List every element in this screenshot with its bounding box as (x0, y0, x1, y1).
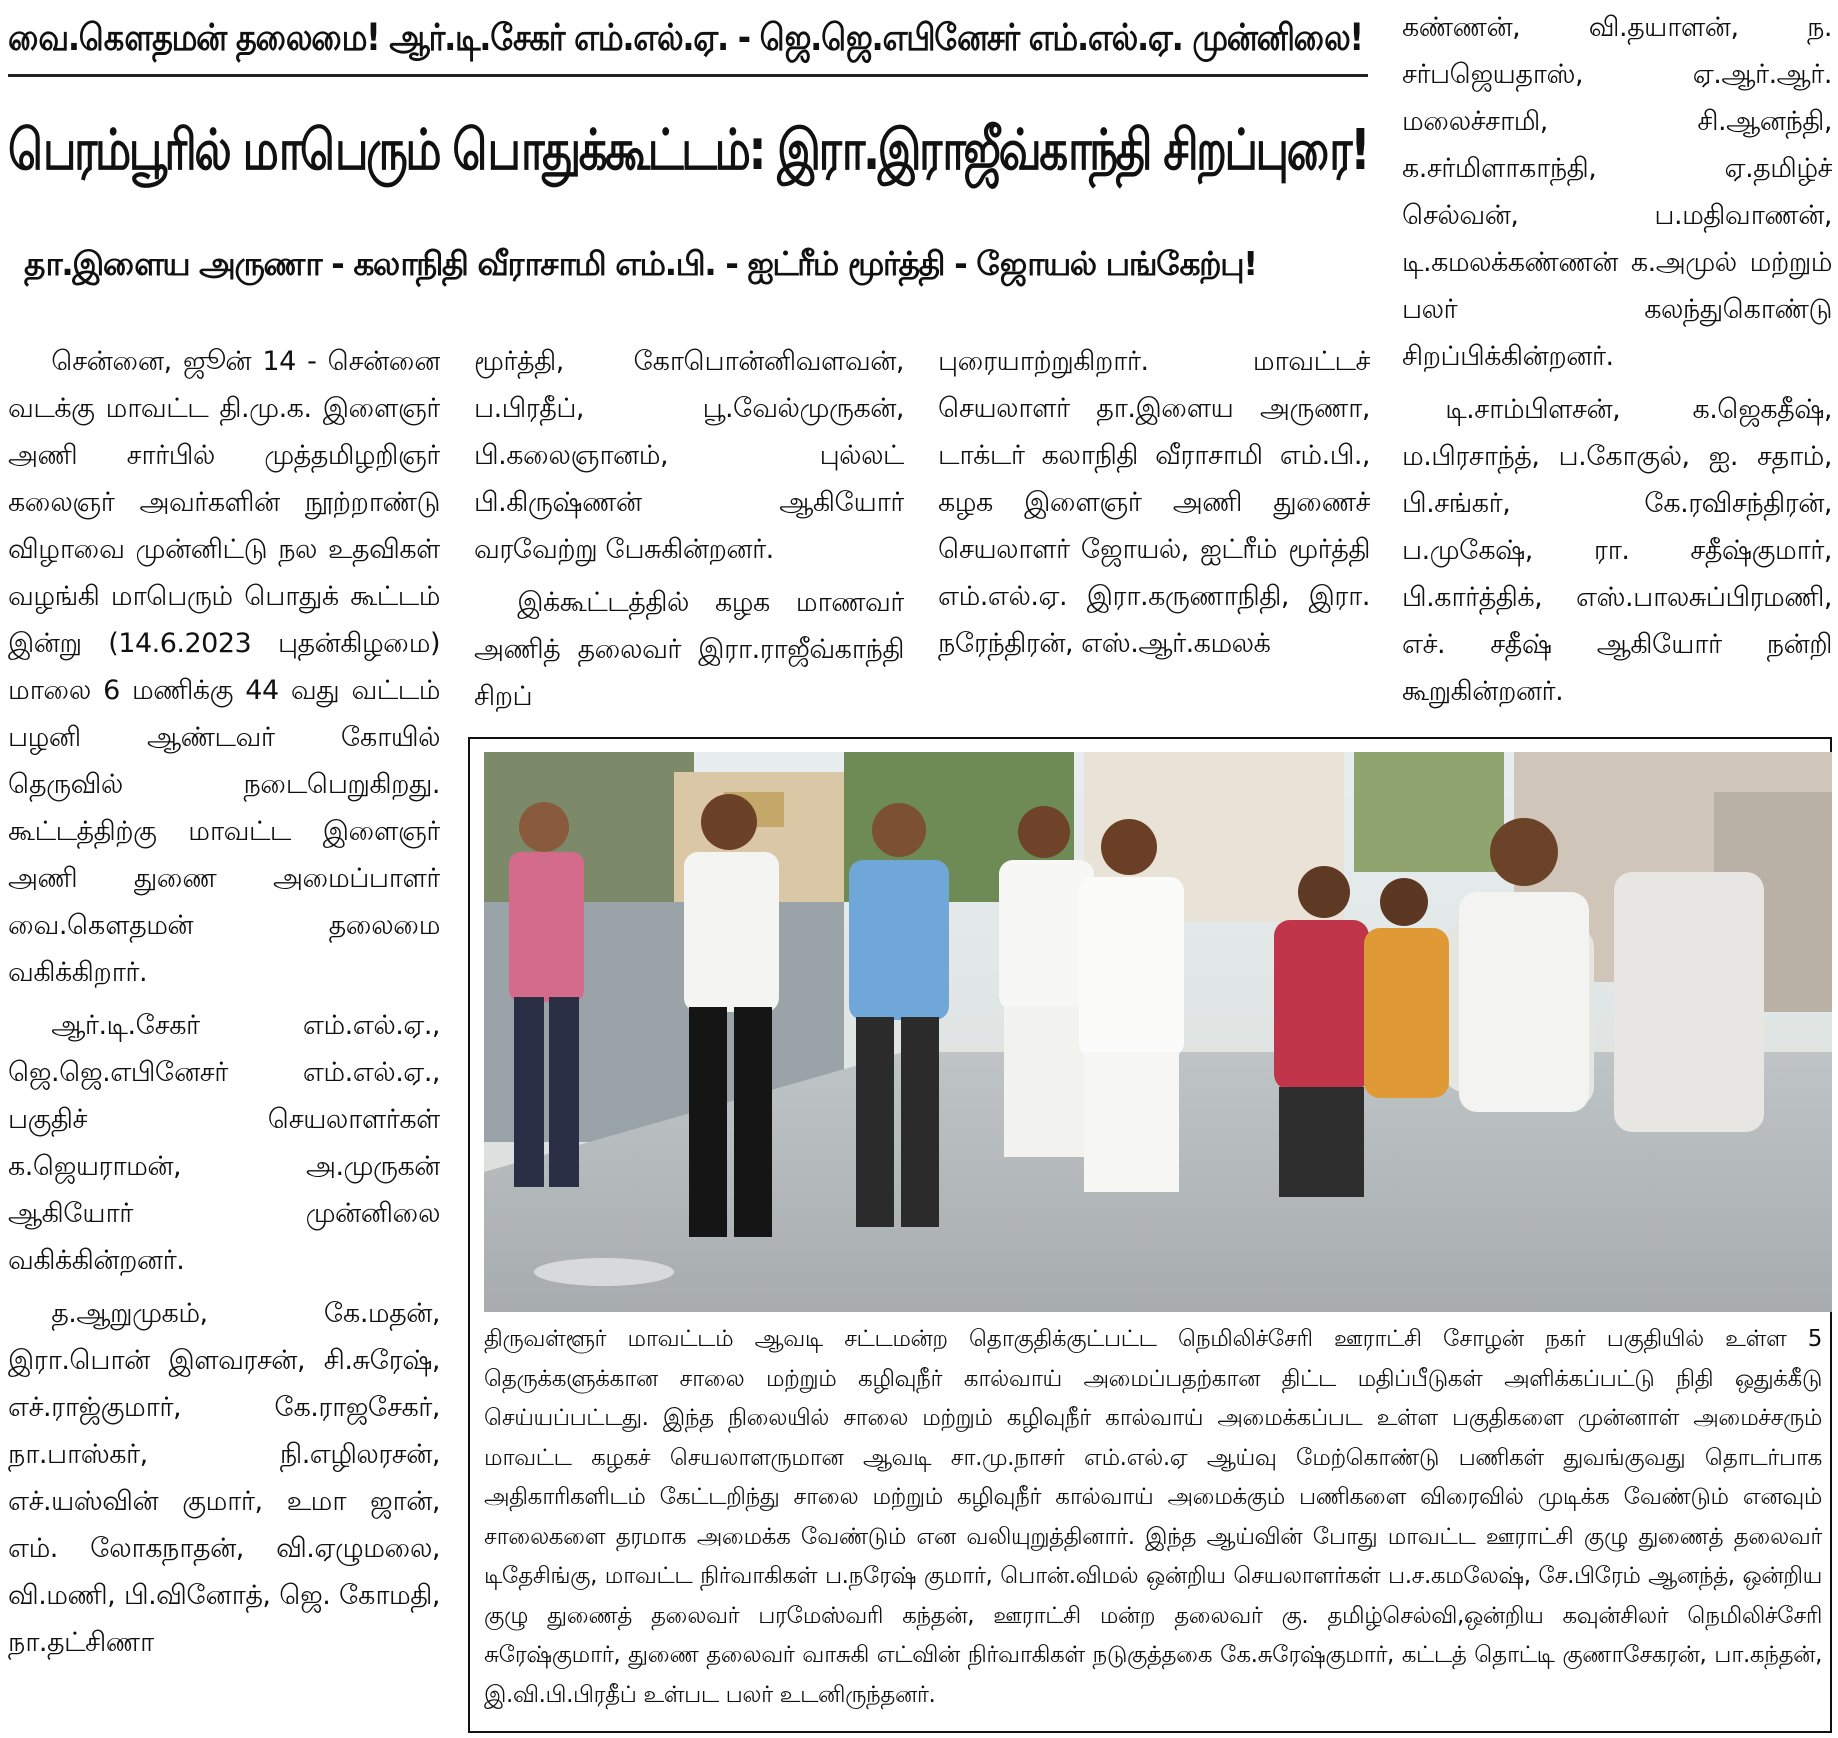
article-paragraph: மூர்த்தி, கோபொன்னிவளவன், ப.பிரதீப், பூ.வேல்முருகன், பி.கலைஞானம், புல்லட் பி.கிருஷ்ணன் ஆகியோர் வரவேற்று பேசுகின்றனர். (474, 346, 904, 565)
kicker-divider (8, 74, 1368, 77)
article-paragraph: புரையாற்றுகிறார். மாவட்டச் செயலாளர் தா.இளைய அருணா, டாக்டர் கலாநிதி வீராசாமி எம்.பி., கழக இளைஞர் அணி துணைச் செயலாளர் ஜோயல், ஐட்ரீம் மூர்த்தி எம்.எல்.ஏ. இரா.கருணாநிதி, இரா. நரேந்திரன், எஸ்.ஆர்.கமலக் (938, 346, 1370, 659)
article-column-2 (474, 338, 904, 728)
article-column-1 (8, 338, 440, 1733)
article-paragraph: சென்னை, ஜூன் 14 - சென்னை வடக்கு மாவட்ட தி.மு.க. இளைஞர் அணி சார்பில் முத்தமிழறிஞர் கலைஞர் அவர்களின் நூற்றாண்டு விழாவை முன்னிட்டு நல உதவிகள் வழங்கி மாபெரும் பொதுக் கூட்டம் இன்று (14.6.2023 புதன்கிழமை) மாலை 6 மணிக்கு 44 வது வட்டம் பழனி ஆண்டவர் கோயில் தெருவில் நடைபெறுகிறது. கூட்டத்திற்கு மாவட்ட இளைஞர் அணி துணை அமைப்பாளர் வை.கௌதமன் தலைமை வகிக்கிறார். (8, 346, 440, 988)
headline: பெரம்பூரில் மாபெரும் பொதுக்கூட்டம்: இரா.இராஜீவ்காந்தி சிறப்புரை! (8, 118, 1369, 183)
article-paragraph: இக்கூட்டத்தில் கழக மாணவர் அணித் தலைவர் இரா.ராஜீவ்காந்தி சிறப் (474, 587, 904, 712)
photo-caption: திருவள்ளூர் மாவட்டம் ஆவடி சட்டமன்ற தொகுதிக்குட்பட்ட நெமிலிச்சேரி ஊராட்சி சோழன் நகர் பகுதியில் உள்ள 5 தெருக்களுக்கான சாலை மற்றும் கழிவுநீர் கால்வாய் அமைப்பதற்கான திட்ட மதிப்பீடுகள் அளிக்கப்பட்டு நிதி ஒதுக்கீடு செய்யப்பட்டது. இந்த நிலையில் சாலை மற்றும் கழிவுநீர் கால்வாய் அமைக்கப்பட உள்ள பகுதிகளை முன்னாள் அமைச்சரும் மாவட்ட கழகச் செயலாளருமான ஆவடி சா.மு.நாசர் எம்.எல்.ஏ ஆய்வு மேற்கொண்டு பணிகள் துவங்குவது தொடர்பாக அதிகாரிகளிடம் கேட்டறிந்து சாலை மற்றும் கழிவுநீர் கால்வாய் அமைக்கும் பணிகளை விரைவில் முடிக்க வேண்டும் எனவும் சாலைகளை தரமாக அமைக்க வேண்டும் என வலியுறுத்தினார். இந்த ஆய்வின் போது மாவட்ட ஊராட்சி குழு துணைத் தலைவர் டிதேசிங்கு, மாவட்ட நிர்வாகிகள் ப.நரேஷ் குமார், பொன்.விமல் ஒன்றிய செயலாளர்கள் ப.ச.கமலேஷ், சே.பிரேம் ஆனந்த், ஒன்றிய குழு துணைத் தலைவர் பரமேஸ்வரி கந்தன், ஊராட்சி மன்ற தலைவர் கு. தமிழ்செல்வி,ஒன்றிய கவுன்சிலர் நெமிலிச்சேரி சுரேஷ்குமார், துணை தலைவர் வாசுகி எட்வின் நிர்வாகிகள் நடுகுத்தகை கே.சுரேஷ்குமார், கட்டத் தொட்டி குணாசேகரன், பா.கந்தன், இ.வி.பி.பிரதீப் உள்பட பலர் உடனிருந்தனர். (484, 1326, 1822, 1708)
news-photo (484, 752, 1832, 1312)
kicker-line: வை.கௌதமன் தலைமை! ஆர்.டி.சேகர் எம்.எல்.ஏ. - ஜெ.ஜெ.எபினேசர் எம்.எல்.ஏ. முன்னிலை! (8, 16, 1363, 59)
article-column-4 (1402, 4, 1832, 728)
article-paragraph: டி.சாம்பிளசன், க.ஜெகதீஷ், ம.பிரசாந்த், ப.கோகுல், ஐ. சதாம், பி.சங்கர், கே.ரவிசந்திரன், ப.முகேஷ், ரா. சதீஷ்குமார், பி.கார்த்திக், எஸ்.பாலசுப்பிரமணி, எச். சதீஷ் ஆகியோர் நன்றி கூறுகின்றனர். (1402, 394, 1832, 707)
subheadline: தா.இளைய அருணா - கலாநிதி வீராசாமி எம்.பி. - ஐட்ரீம் மூர்த்தி - ஜோயல் பங்கேற்பு! (24, 244, 1257, 283)
article-column-3 (938, 338, 1370, 728)
article-paragraph: த.ஆறுமுகம், கே.மதன், இரா.பொன் இளவரசன், சி.சுரேஷ், எச்.ராஜ்குமார், கே.ராஜசேகர், நா.பாஸ்கர், நி.எழிலரசன், எச்.யஸ்வின் குமார், உமா ஜான், எம். லோகநாதன், வி.ஏழுமலை, வி.மணி, பி.வினோத், ஜெ. கோமதி, நா.தட்சிணா (8, 1298, 440, 1658)
article-paragraph: கண்ணன், வி.தயாளன், ந. சர்பஜெயதாஸ், ஏ.ஆர்.ஆர். மலைச்சாமி, சி.ஆனந்தி, க.சர்மிளாகாந்தி, ஏ.தமிழ்ச் செல்வன், ப.மதிவாணன், டி.கமலக்கண்ணன் க.அமுல் மற்றும் பலர் கலந்துகொண்டு சிறப்பிக்கின்றனர். (1402, 12, 1832, 372)
article-paragraph: ஆர்.டி.சேகர் எம்.எல்.ஏ., ஜெ.ஜெ.எபினேசர் எம்.எல்.ஏ., பகுதிச் செயலாளர்கள் க.ஜெயராமன், அ.முருகன் ஆகியோர் முன்னிலை வகிக்கின்றனர். (8, 1010, 440, 1276)
